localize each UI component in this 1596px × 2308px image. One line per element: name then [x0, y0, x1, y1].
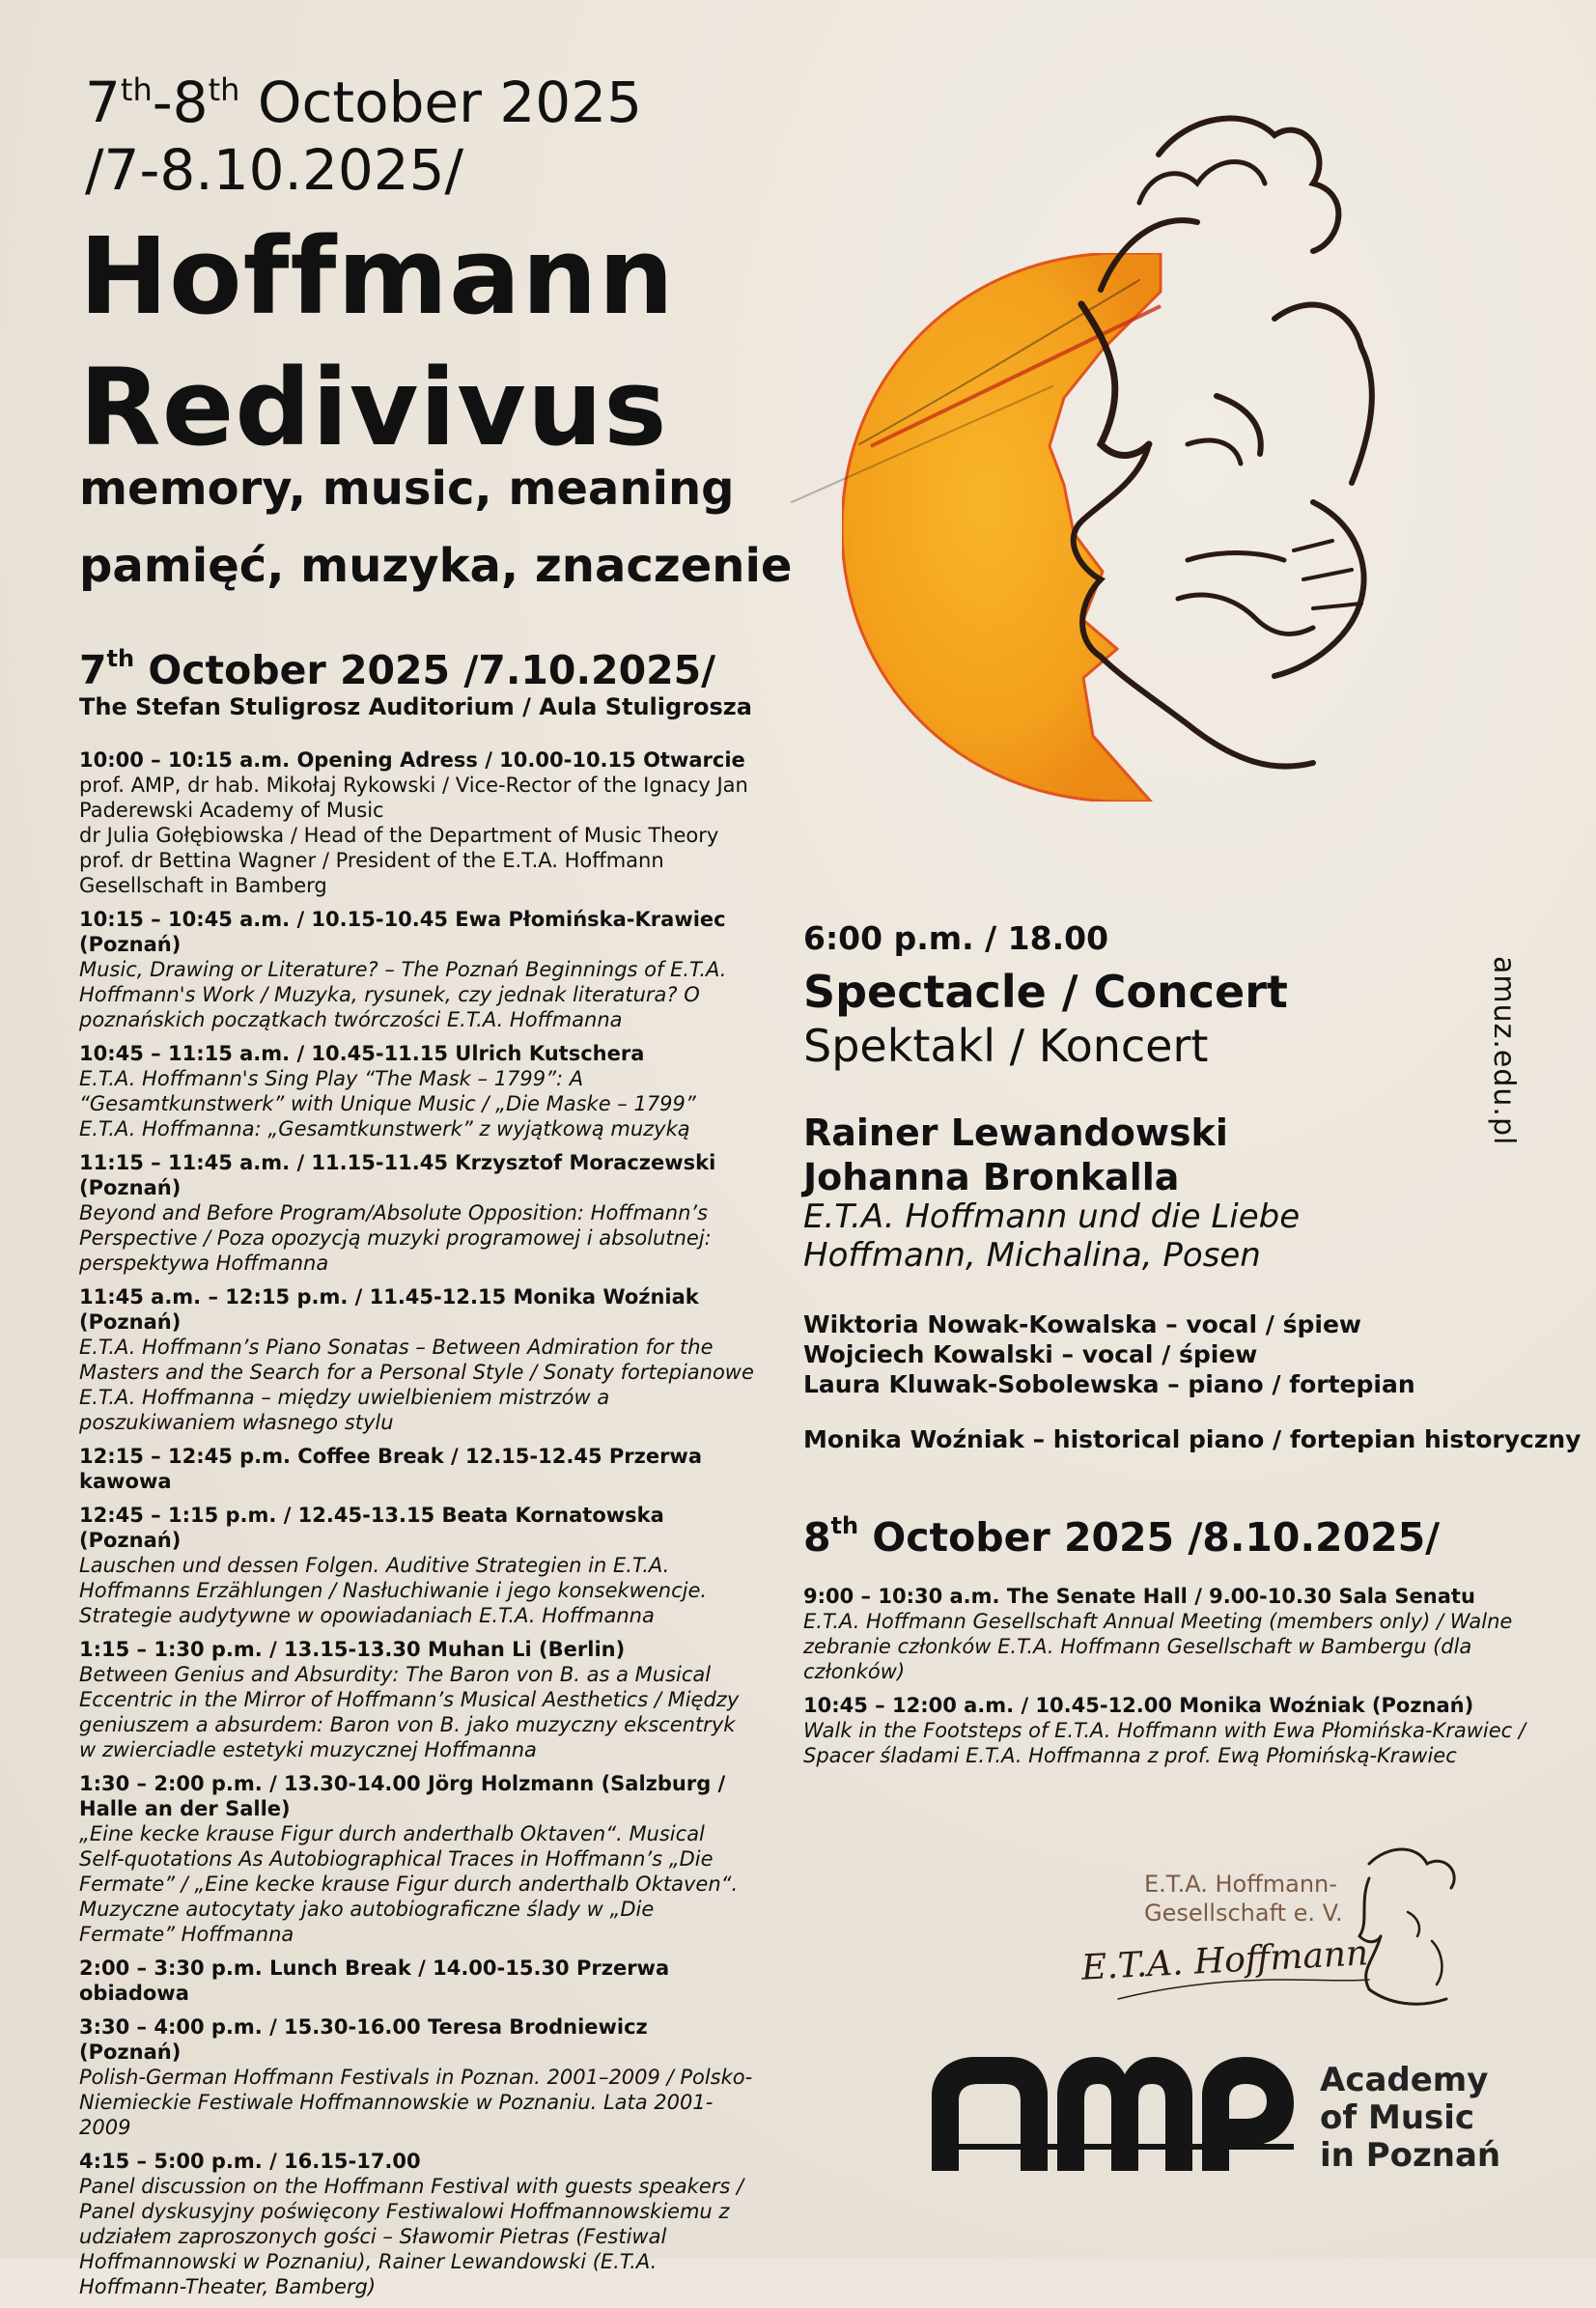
cast-member: Laura Kluwak-Sobolewska – piano / fortepian — [803, 1370, 1415, 1398]
program-item — [79, 1503, 755, 1628]
cast-member: Monika Woźniak – historical piano / fortepian historyczny — [803, 1425, 1582, 1453]
subtitle-polish: pamięć, muzyka, znaczenie — [79, 539, 793, 593]
day2-date — [803, 1512, 1440, 1561]
academy-name-line1: Academy — [1320, 2061, 1489, 2099]
program-item — [79, 747, 755, 898]
program-item — [803, 1693, 1527, 1768]
ordinal-suffix: th — [830, 1512, 859, 1539]
program-item-description: E.T.A. Hoffmann’s Piano Sonatas – Between Admiration for the Masters and the Search for a Personal Style / Sonaty fortepianowe E.T.A. Hoffmanna – między uwielbieniem mistrzów a poszukiwaniem własnego stylu — [79, 1336, 754, 1434]
concert-time: 6:00 p.m. / 18.00 — [803, 919, 1109, 957]
program-item-description: Panel discussion on the Hoffmann Festival with guests speakers / Panel dyskusyjny poświęcony Festiwalowi Hoffmannowskiemu z udziałem zaproszonych gości – Sławomir Pietras (Festiwal Hoffmannowski w Poznaniu), Rainer Lewandowski (E.T.A. Hoffmann-Theater, Bamberg) — [79, 2175, 744, 2298]
program-item-time-speaker: 1:30 – 2:00 p.m. / 13.30-14.00 Jörg Holzmann (Salzburg / Halle an der Salle) — [79, 1772, 726, 1820]
program-item-time-speaker: 3:30 – 4:00 p.m. / 15.30-16.00 Teresa Brodniewicz (Poznań) — [79, 2015, 648, 2064]
program-item-time-speaker: 10:45 – 11:15 a.m. / 10.45-11.15 Ulrich Kutschera — [79, 1042, 645, 1065]
gesellschaft-name-line1: E.T.A. Hoffmann- — [1144, 1871, 1337, 1898]
day1-date-rest: October 2025 /7.10.2025/ — [134, 647, 716, 693]
date-day-start: 7 — [85, 70, 121, 135]
program-item-description: Between Genius and Absurdity: The Baron von B. as a Musical Eccentric in the Mirror of Hoffmann’s Musical Aesthetics / Między geniuszem a absurdem: Baron von B. jako muzyczny ekscentryk w zwierciadle estetyki muzycznej Hoffmanna — [79, 1663, 740, 1761]
event-dates-line2: /7-8.10.2025/ — [85, 137, 464, 203]
subtitle-english: memory, music, meaning — [79, 462, 735, 516]
gesellschaft-name — [1144, 1870, 1343, 1928]
program-item-description: Beyond and Before Program/Absolute Opposition: Hoffmann’s Perspective / Poza opozycją muzyki programowej i absolutnej: perspektywa Hoffmanna — [79, 1201, 712, 1275]
program-item — [79, 1771, 755, 1947]
academy-name — [1320, 2062, 1500, 2175]
program-item-description: E.T.A. Hoffmann's Sing Play “The Mask – 1799”: A “Gesamtkunstwerk” with Unique Music / „Die Maske – 1799” E.T.A. Hoffmanna: „Gesamtkunstwerk” z wyjątkową muzyką — [79, 1067, 696, 1140]
website-url[interactable]: amuz.edu.pl — [1487, 956, 1521, 1146]
day2-program — [803, 1584, 1527, 1777]
program-item — [79, 2014, 755, 2140]
program-item — [79, 907, 755, 1032]
program-item-time-speaker: 10:45 – 12:00 a.m. / 10.45-12.00 Monika Woźniak (Poznań) — [803, 1694, 1474, 1717]
program-item-time-speaker: 1:15 – 1:30 p.m. / 13.15-13.30 Muhan Li (Berlin) — [79, 1638, 626, 1661]
performer-name: Johanna Bronkalla — [803, 1156, 1180, 1198]
date-day-end: -8 — [152, 70, 209, 135]
program-item-description: Music, Drawing or Literature? – The Poznań Beginnings of E.T.A. Hoffmann's Work / Muzyka, rysunek, czy jednak literatura? O poznańskich początkach twórczości E.T.A. Hoffmanna — [79, 958, 727, 1031]
program-item-time-speaker: 2:00 – 3:30 p.m. Lunch Break / 14.00-15.30 Przerwa obiadowa — [79, 1956, 670, 2005]
program-item-description: prof. AMP, dr hab. Mikołaj Rykowski / Vice-Rector of the Ignacy Jan Paderewski Academy of Music dr Julia Gołębiowska / Head of the Department of Music Theory prof. dr Bettina Wagner / President of the E.T.A. Hoffmann Gesellschaft in Bamberg — [79, 774, 748, 897]
concert-performers — [803, 1111, 1228, 1199]
concert-subtitle: Spektakl / Koncert — [803, 1020, 1209, 1072]
program-item-time-speaker: 12:45 – 1:15 p.m. / 12.45-13.15 Beata Kornatowska (Poznań) — [79, 1504, 664, 1552]
academy-name-line2: of Music — [1320, 2098, 1475, 2137]
hoffmann-portrait-sketch — [734, 97, 1410, 879]
performer-name: Rainer Lewandowski — [803, 1112, 1228, 1154]
date-month-year: October 2025 — [239, 70, 642, 135]
event-dates-line1 — [85, 56, 642, 136]
program-item-time-speaker: 11:15 – 11:45 a.m. / 11.15-11.45 Krzysztof Moraczewski (Poznań) — [79, 1151, 716, 1199]
program-item — [803, 1584, 1527, 1684]
program-item-time-speaker: 10:00 – 10:15 a.m. Opening Adress / 10.00-10.15 Otwarcie — [79, 748, 745, 772]
hoffmann-signature: E.T.A. Hoffmann — [1080, 1933, 1370, 1988]
cast-member: Wojciech Kowalski – vocal / śpiew — [803, 1340, 1258, 1368]
program-item-description: E.T.A. Hoffmann Gesellschaft Annual Meeting (members only) / Walne zebranie członków E.T.A. Hoffmann Gesellschaft w Bambergu (dla członków) — [803, 1610, 1513, 1683]
program-item-time-speaker: 11:45 a.m. – 12:15 p.m. / 11.45-12.15 Monika Woźniak (Poznań) — [79, 1285, 699, 1334]
program-item — [79, 1637, 755, 1762]
amp-logo-icon — [932, 2057, 1294, 2171]
event-title-line1: Hoffmann — [79, 214, 675, 338]
program-item — [79, 1150, 755, 1276]
program-item — [79, 1284, 755, 1435]
day1-header — [79, 645, 752, 720]
gesellschaft-name-line2: Gesellschaft e. V. — [1144, 1900, 1343, 1927]
program-item-time-speaker: 4:15 – 5:00 p.m. / 16.15-17.00 — [79, 2150, 421, 2173]
concert-works — [803, 1197, 1300, 1275]
cast-member: Wiktoria Nowak-Kowalska – vocal / śpiew — [803, 1310, 1362, 1338]
program-item-description: Lauschen und dessen Folgen. Auditive Strategien in E.T.A. Hoffmanns Erzählungen / Nasłuchiwanie i jego konsekwencje. Strategie audytywne w opowiadaniach E.T.A. Hoffmanna — [79, 1554, 708, 1627]
day1-venue: The Stefan Stuligrosz Auditorium / Aula Stuligrosza — [79, 693, 752, 720]
concert-cast — [803, 1309, 1415, 1399]
work-title: Hoffmann, Michalina, Posen — [803, 1236, 1261, 1275]
program-item — [79, 1041, 755, 1141]
day1-day: 7 — [79, 647, 107, 693]
day1-program — [79, 747, 755, 2308]
program-item — [79, 1444, 755, 1494]
ordinal-suffix: th — [120, 71, 153, 108]
ordinal-suffix: th — [106, 645, 135, 672]
concert-title: Spectacle / Concert — [803, 966, 1288, 1018]
program-item — [79, 1956, 755, 2006]
event-title — [79, 211, 675, 473]
day1-date — [79, 645, 752, 693]
program-item-description: „Eine kecke krause Figur durch anderthalb Oktaven“. Musical Self-quotations As Autobiographical Traces in Hoffmann’s „Die Fermate” / „Eine kecke krause Figur durch anderthalb Oktaven“. Muzyczne autocytaty jako autobiograficzne ślady w „Die Fermate” Hoffmanna — [79, 1822, 739, 1946]
event-dates — [85, 56, 642, 204]
academy-name-line3: in Poznań — [1320, 2136, 1501, 2175]
program-item-time-speaker: 12:15 – 12:45 p.m. Coffee Break / 12.15-12.45 Przerwa kawowa — [79, 1445, 703, 1493]
program-item — [79, 2149, 755, 2299]
program-item-time-speaker: 9:00 – 10:30 a.m. The Senate Hall / 9.00-10.30 Sala Senatu — [803, 1585, 1475, 1608]
day2-day: 8 — [803, 1514, 831, 1561]
work-title: E.T.A. Hoffmann und die Liebe — [803, 1197, 1301, 1236]
ordinal-suffix: th — [208, 71, 240, 108]
program-item-time-speaker: 10:15 – 10:45 a.m. / 10.15-10.45 Ewa Płomińska-Krawiec (Poznań) — [79, 908, 726, 956]
program-item-description: Walk in the Footsteps of E.T.A. Hoffmann with Ewa Płomińska-Krawiec / Spacer śladami E.T.A. Hoffmanna z prof. Ewą Płomińską-Krawiec — [803, 1719, 1526, 1767]
program-item-description: Polish-German Hoffmann Festivals in Poznan. 2001–2009 / Polsko-Niemieckie Festiwale Hoffmannowskie w Poznaniu. Lata 2001-2009 — [79, 2066, 753, 2139]
day2-date-rest: October 2025 /8.10.2025/ — [858, 1514, 1441, 1561]
event-title-line2: Redivivus — [79, 346, 668, 469]
